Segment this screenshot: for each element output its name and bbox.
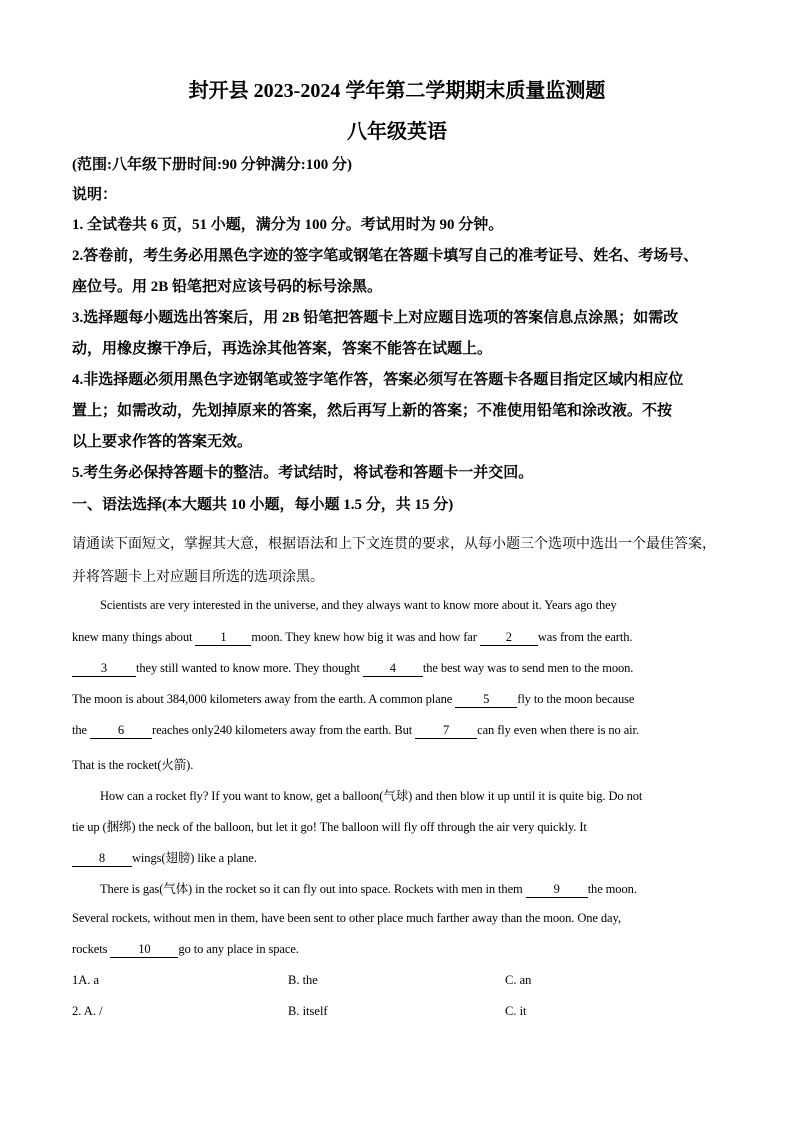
exam-title: 封开县 2023-2024 学年第二学期期末质量监测题 bbox=[188, 80, 606, 102]
option-b[interactable]: B. the bbox=[288, 973, 318, 987]
passage-line: There is gas(气体) in the rocket so it can fly out into space. Rockets with men in them 9 the moon. bbox=[100, 882, 637, 896]
exam-subtitle: 八年级英语 bbox=[347, 121, 447, 143]
option-c[interactable]: C. an bbox=[505, 973, 532, 987]
section-heading: 一、语法选择(本大题共 10 小题，每小题 1.5 分，共 15 分) bbox=[72, 497, 454, 513]
section-direction: 并将答题卡上对应题目所选的选项涂黑。 bbox=[72, 570, 324, 585]
passage-line: tie up (捆绑) the neck of the balloon, but let it go! The balloon will fly off through the air very quickly. It bbox=[72, 820, 587, 834]
passage-line: That is the rocket(火箭). bbox=[72, 758, 194, 772]
blank-6: 6 bbox=[90, 724, 152, 739]
blank-7: 7 bbox=[415, 724, 477, 739]
instruction-line: 4.非选择题必须用黑色字迹钢笔或签字笔作答，答案必须写在答题卡各题目指定区域内相应位 bbox=[72, 372, 684, 388]
exam-scope: (范围:八年级下册时间:90 分钟满分:100 分) bbox=[72, 157, 352, 173]
passage-line: 8 wings(翅膀) like a plane. bbox=[72, 848, 257, 867]
instruction-line: 5.考生务必保持答题卡的整洁。考试结时，将试卷和答题卡一并交回。 bbox=[72, 465, 534, 481]
instruction-line: 座位号。用 2B 铅笔把对应该号码的标号涂黑。 bbox=[72, 279, 383, 295]
blank-1: 1 bbox=[195, 631, 251, 646]
section-direction: 请通读下面短文，掌握其大意，根据语法和上下文连贯的要求，从每小题三个选项中选出一个最佳答案， bbox=[72, 537, 716, 552]
instruction-line: 置上；如需改动，先划掉原来的答案，然后再写上新的答案；不准使用铅笔和涂改液。不按 bbox=[72, 403, 673, 419]
passage-line: the 6 reaches only240 kilometers away from the earth. But 7 can fly even when there is no air. bbox=[72, 723, 639, 737]
passage-line: Several rockets, without men in them, have been sent to other place much farther away than the moon. One day, bbox=[72, 911, 621, 925]
passage-line: How can a rocket fly? If you want to know, get a balloon(气球) and then blow it up until it is quite big. Do not bbox=[100, 789, 643, 803]
passage-line: rockets 10 go to any place in space. bbox=[72, 942, 299, 956]
blank-3: 3 bbox=[72, 662, 136, 677]
instruction-line: 动，用橡皮擦干净后，再选涂其他答案，答案不能答在试题上。 bbox=[72, 341, 493, 357]
blank-4: 4 bbox=[363, 662, 423, 677]
instructions-label: 说明： bbox=[72, 187, 118, 203]
blank-9: 9 bbox=[526, 883, 588, 898]
passage-line: Scientists are very interested in the universe, and they always want to know more about it. Years ago they bbox=[100, 598, 617, 612]
instruction-line: 1. 全试卷共 6 页，51 小题，满分为 100 分。考试用时为 90 分钟。 bbox=[72, 217, 504, 233]
passage-line: 3 they still wanted to know more. They thought 4 the best way was to send men to the moon. bbox=[72, 661, 633, 677]
instruction-line: 以上要求作答的答案无效。 bbox=[72, 434, 253, 450]
blank-2: 2 bbox=[480, 631, 538, 646]
passage-line: knew many things about 1 moon. They knew how big it was and how far 2 was from the earth. bbox=[72, 630, 633, 644]
blank-5: 5 bbox=[455, 693, 517, 708]
option-a[interactable]: 1A. a bbox=[72, 973, 100, 987]
blank-10: 10 bbox=[110, 943, 178, 958]
option-b[interactable]: B. itself bbox=[288, 1004, 328, 1018]
passage-line: The moon is about 384,000 kilometers away from the earth. A common plane 5 fly to the moon because bbox=[72, 692, 635, 706]
instruction-line: 3.选择题每小题选出答案后，用 2B 铅笔把答题卡上对应题目选项的答案信息点涂黑；如需改 bbox=[72, 310, 679, 326]
blank-8: 8 bbox=[72, 852, 132, 867]
option-c[interactable]: C. it bbox=[505, 1004, 527, 1018]
instruction-line: 2.答卷前，考生务必用黑色字迹的签字笔或钢笔在答题卡填写自己的准考证号、姓名、考场号、 bbox=[72, 248, 699, 264]
option-a[interactable]: 2. A. / bbox=[72, 1004, 103, 1018]
